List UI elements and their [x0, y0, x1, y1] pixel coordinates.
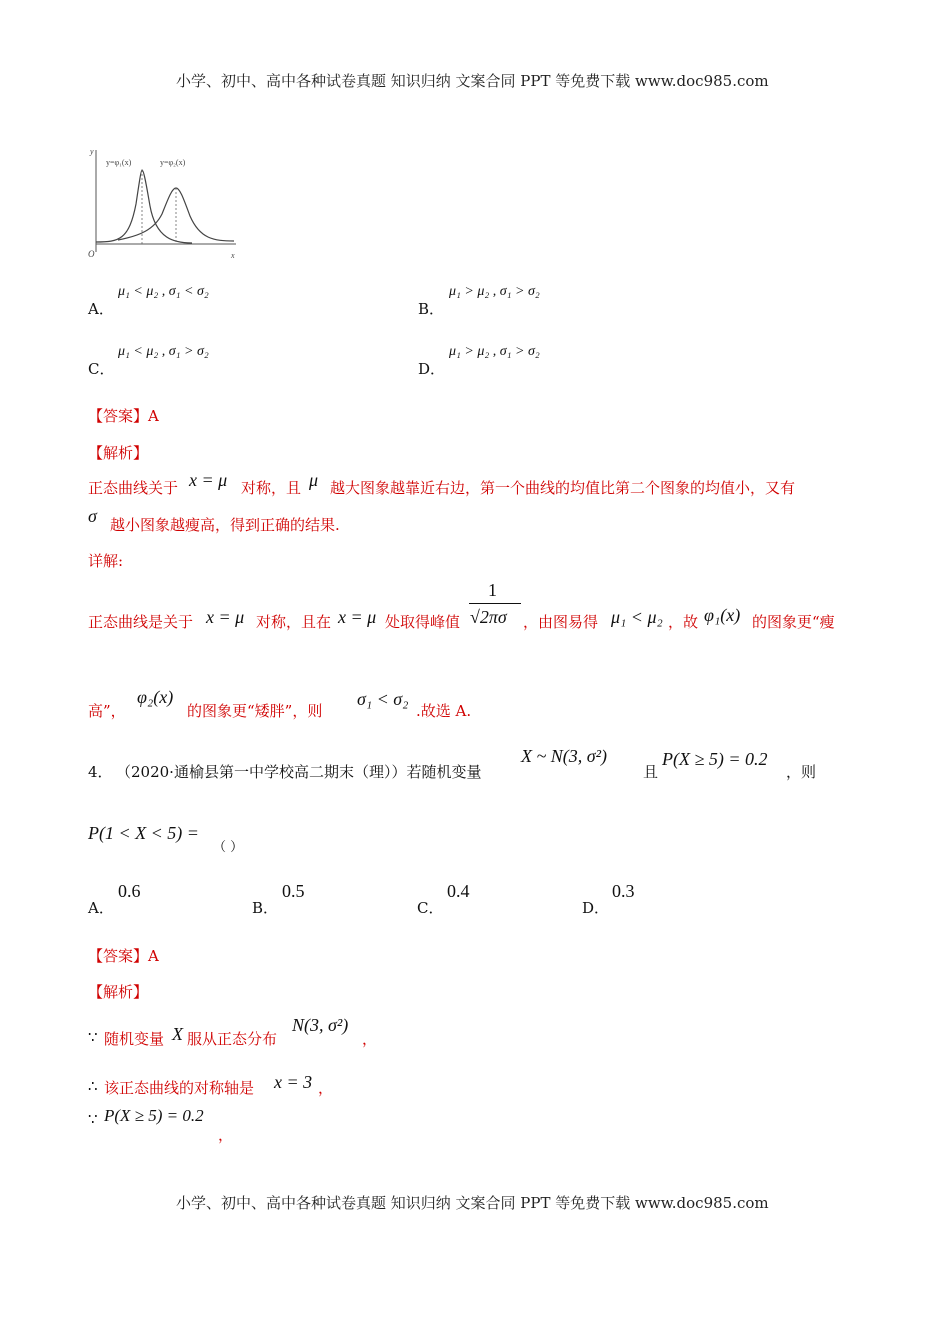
- q4-option-d-letter: D．: [582, 899, 610, 917]
- q4-option-a-value: 0.6: [118, 881, 141, 901]
- normal-curves-figure: [84, 144, 244, 262]
- q4-line1-math: N(3, σ²): [292, 1015, 349, 1035]
- q4-because-symbol-2: ∵: [88, 1110, 98, 1128]
- q4-source-text: （2020·通榆县第一中学校高二期末（理））若随机变量: [116, 763, 482, 781]
- q4-option-c-value: 0.4: [447, 881, 470, 901]
- q3-option-a-letter: A．: [88, 300, 114, 318]
- q4-option-c-letter: C．: [417, 899, 444, 917]
- q3-analysis-text-1b: 对称，且: [241, 479, 302, 497]
- q4-line1-text2: 服从正态分布: [187, 1030, 278, 1048]
- q3-detail-text-2a: 高”，: [88, 702, 126, 720]
- q3-detail-math-6: σ₁ < σ₂: [357, 689, 409, 709]
- curve1-label: y=φ₁(x): [106, 158, 132, 167]
- curve2-label: y=φ₂(x): [160, 158, 186, 167]
- q3-analysis-label: 【解析】: [88, 444, 149, 462]
- q4-line1-end: ，: [362, 1030, 378, 1048]
- q3-detail-math-5: φ₂(x): [137, 687, 174, 707]
- q4-ask-math: P(1 < X < 5) =: [88, 823, 199, 843]
- q3-option-c-letter: C．: [88, 360, 115, 378]
- q3-analysis-text-2: 越小图象越瘦高，得到正确的结果.: [110, 516, 340, 534]
- q4-then-text: ，则: [786, 763, 817, 781]
- q4-line3-math: P(X ≥ 5) = 0.2: [104, 1106, 204, 1125]
- q3-detail-frac-bar: [469, 603, 521, 604]
- q3-analysis-text-1a: 正态曲线关于: [88, 479, 179, 497]
- q3-analysis-math-2: μ: [309, 470, 319, 490]
- q3-detail-math-1: x = μ: [206, 607, 245, 627]
- q3-detail-text-2b: 的图象更“矮胖”，则: [187, 702, 323, 720]
- q3-detail-text-1b: 对称，且在: [256, 613, 332, 631]
- q3-detail-math-3: μ₁ < μ₂: [611, 607, 663, 627]
- x-axis-label: x: [231, 251, 235, 260]
- q3-detail-text-2c: .故选 A.: [416, 702, 472, 720]
- q3-option-b-letter: B．: [418, 300, 445, 318]
- q3-analysis-math-1: x = μ: [189, 470, 228, 490]
- q4-answer: 【答案】A: [88, 947, 159, 965]
- page-footer: 小学、初中、高中各种试卷真题 知识归纳 文案合同 PPT 等免费下载 www.doc985.com: [176, 1194, 769, 1212]
- q3-analysis-math-3: σ: [88, 506, 97, 526]
- q4-and-text: 且: [643, 763, 659, 781]
- q3-detail-text-1c: 处取得峰值: [385, 613, 461, 631]
- q4-probability-math: P(X ≥ 5) = 0.2: [662, 749, 768, 769]
- q3-detail-math-2: x = μ: [338, 607, 377, 627]
- q4-option-a-letter: A．: [88, 899, 114, 917]
- q3-detail-text-1d: ，由图易得: [523, 613, 599, 631]
- q4-therefore-symbol: ∴: [88, 1077, 98, 1095]
- q4-analysis-label: 【解析】: [88, 983, 149, 1001]
- origin-label: O: [88, 249, 95, 259]
- q4-option-b-letter: B．: [252, 899, 279, 917]
- q3-analysis-text-1c: 越大图象越靠近右边，第一个曲线的均值比第二个图象的均值小，又有: [330, 479, 796, 497]
- q4-distribution-math: X ~ N(3, σ²): [521, 746, 608, 766]
- q4-line2-end: ，: [318, 1079, 334, 1097]
- q4-because-symbol-1: ∵: [88, 1028, 98, 1046]
- q3-detail-frac-denominator: √2πσ: [470, 607, 507, 627]
- y-axis-label: y: [90, 147, 94, 156]
- q4-answer-paren: （ ）: [213, 840, 244, 855]
- q3-option-d-math: μ₁ > μ₂ , σ₁ > σ₂: [449, 344, 540, 359]
- q3-detail-text-1f: 的图象更“瘦: [752, 613, 835, 631]
- q4-line1-var: X: [172, 1024, 183, 1044]
- q4-line2-text: 该正态曲线的对称轴是: [104, 1079, 255, 1097]
- q3-option-a-math: μ₁ < μ₂ , σ₁ < σ₂: [118, 284, 209, 299]
- q3-detail-text-1e: ，故: [668, 613, 699, 631]
- q4-line1-text: 随机变量: [104, 1030, 165, 1048]
- page-header: 小学、初中、高中各种试卷真题 知识归纳 文案合同 PPT 等免费下载 www.doc985.com: [176, 72, 769, 90]
- q4-option-b-value: 0.5: [282, 881, 305, 901]
- q3-detail-text-1a: 正态曲线是关于: [88, 613, 194, 631]
- q3-option-c-math: μ₁ < μ₂ , σ₁ > σ₂: [118, 344, 209, 359]
- q4-option-d-value: 0.3: [612, 881, 635, 901]
- q4-line3-end: ，: [218, 1126, 234, 1144]
- q3-option-d-letter: D．: [418, 360, 446, 378]
- q3-detail-label: 详解:: [88, 552, 124, 570]
- q3-option-b-math: μ₁ > μ₂ , σ₁ > σ₂: [449, 284, 540, 299]
- q4-number: 4．: [88, 763, 113, 781]
- q3-detail-math-4: φ₁(x): [704, 605, 741, 625]
- q3-detail-frac-numerator: 1: [488, 580, 497, 600]
- q3-answer: 【答案】A: [88, 407, 159, 425]
- q4-line2-math: x = 3: [274, 1072, 313, 1092]
